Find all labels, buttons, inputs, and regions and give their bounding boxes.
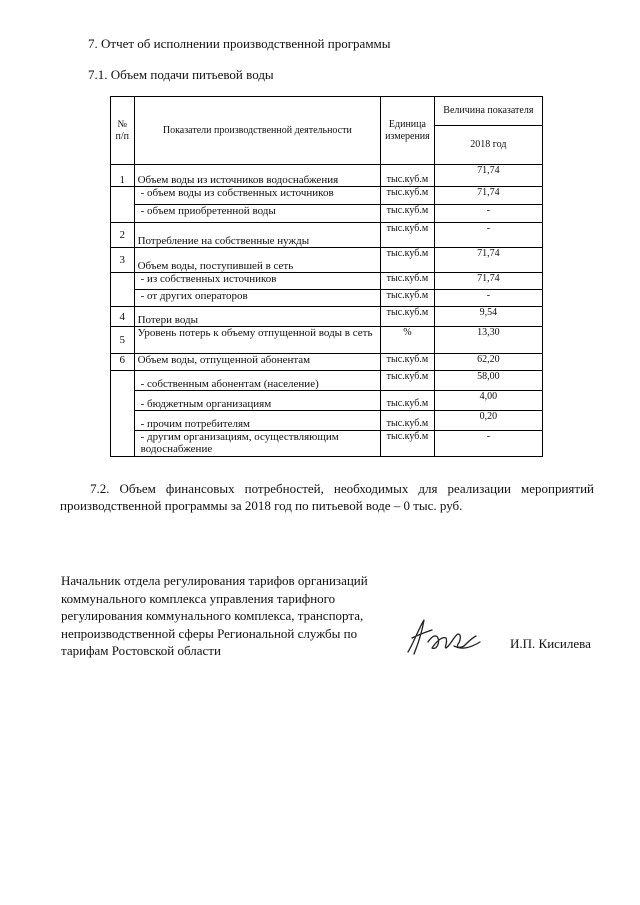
row-indicator: - объем воды из собственных источников [134, 187, 381, 205]
row-num: 3 [111, 248, 135, 273]
row-value: 71,74 [434, 187, 542, 205]
row-unit: тыс.куб.м [381, 205, 435, 223]
row-indicator: Потребление на собственные нужды [134, 223, 381, 248]
header-year: 2018 год [434, 126, 542, 165]
row-unit: тыс.куб.м [381, 223, 435, 248]
row-indicator: - из собственных источников [134, 273, 381, 290]
row-unit: тыс.куб.м [381, 290, 435, 307]
row-value: 71,74 [434, 165, 542, 187]
water-supply-table [110, 96, 543, 457]
row-indicator: - прочим потребителям [134, 411, 381, 431]
section-title: 7. Отчет об исполнении производственной программы [88, 36, 391, 51]
row-value: 71,74 [434, 273, 542, 290]
subsection-title: 7.1. Объем подачи питьевой воды [88, 67, 274, 82]
row-indicator: Объем воды, поступившей в сеть [134, 248, 381, 273]
row-num-empty [111, 371, 135, 457]
row-value: 71,74 [434, 248, 542, 273]
row-num: 1 [111, 165, 135, 187]
header-value-group: Величина показателя [434, 97, 542, 126]
row-unit: тыс.куб.м [381, 187, 435, 205]
row-unit: % [381, 327, 435, 354]
signatory-title: Начальник отдела регулирования тарифов организаций коммунального комплекса управления тарифного регулирования коммунального комплекса, транспорта, непроизводственной сферы Региональной службы по тарифам Ростовской области [61, 573, 368, 658]
row-indicator: Уровень потерь к объему отпущенной воды в сеть [134, 327, 381, 354]
row-value: - [434, 290, 542, 307]
header-num: № п/п [111, 97, 135, 165]
row-value: 9,54 [434, 307, 542, 327]
row-indicator: - от других операторов [134, 290, 381, 307]
row-unit: тыс.куб.м [381, 273, 435, 290]
row-unit: тыс.куб.м [381, 307, 435, 327]
row-unit: тыс.куб.м [381, 354, 435, 371]
row-unit: тыс.куб.м [381, 431, 435, 457]
row-indicator: Объем воды из источников водоснабжения [134, 165, 381, 187]
row-unit: тыс.куб.м [381, 165, 435, 187]
signatory-name: И.П. Кисилева [510, 636, 591, 651]
handwritten-signature [402, 612, 484, 660]
row-value: - [434, 205, 542, 223]
row-value: 0,20 [434, 411, 542, 431]
row-indicator: - бюджетным организациям [134, 391, 381, 411]
row-value: 4,00 [434, 391, 542, 411]
header-indicator: Показатели производственной деятельности [134, 97, 381, 165]
row-unit: тыс.куб.м [381, 371, 435, 391]
row-num-empty [111, 273, 135, 307]
row-value: 58,00 [434, 371, 542, 391]
row-indicator: - собственным абонентам (население) [134, 371, 381, 391]
row-unit: тыс.куб.м [381, 248, 435, 273]
row-indicator: - другим организациям, осуществляющим водоснабжение [134, 431, 381, 457]
row-unit: тыс.куб.м [381, 391, 435, 411]
row-value: - [434, 431, 542, 457]
header-unit: Единица измерения [381, 97, 435, 165]
row-num-empty [111, 187, 135, 223]
row-value: 62,20 [434, 354, 542, 371]
row-num: 4 [111, 307, 135, 327]
row-num: 2 [111, 223, 135, 248]
financial-needs-paragraph: 7.2. Объем финансовых потребностей, необходимых для реализации мероприятий производственной программы за 2018 год по питьевой воде – 0 тыс. руб. [60, 481, 594, 513]
row-indicator: Потери воды [134, 307, 381, 327]
row-value: 13,30 [434, 327, 542, 354]
row-num: 6 [111, 354, 135, 371]
row-num: 5 [111, 327, 135, 354]
row-indicator: Объем воды, отпущенной абонентам [134, 354, 381, 371]
row-unit: тыс.куб.м [381, 411, 435, 431]
row-indicator: - объем приобретенной воды [134, 205, 381, 223]
row-value: - [434, 223, 542, 248]
